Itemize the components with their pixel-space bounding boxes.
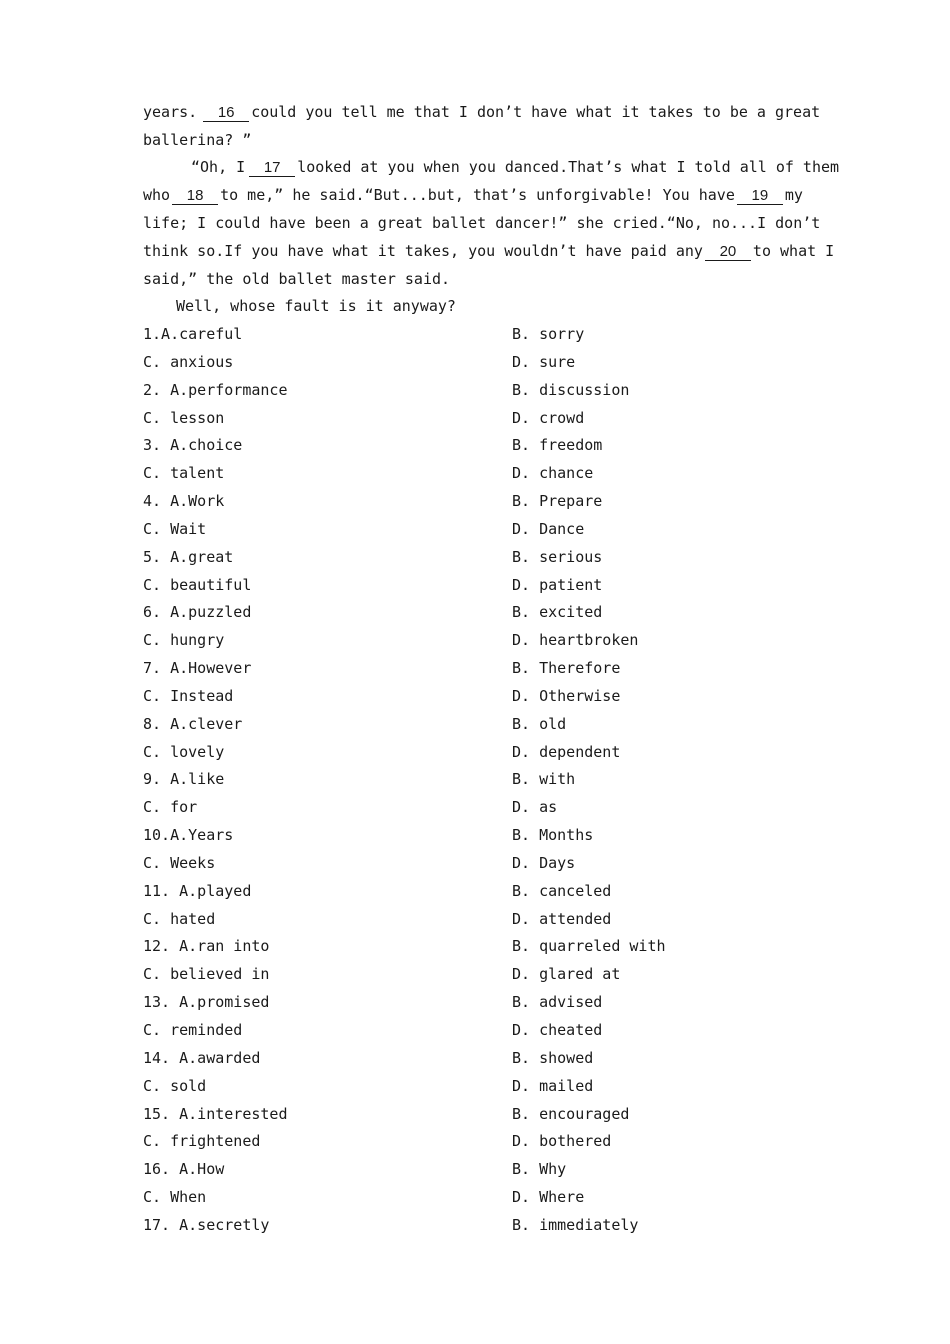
option-right: B. sorry xyxy=(512,325,585,343)
option-left: C. When xyxy=(143,1188,207,1207)
option-left: C. talent xyxy=(143,464,225,483)
option-left: C. hated xyxy=(143,909,216,928)
option-right: D. heartbroken xyxy=(512,631,639,650)
option-left: C. Instead xyxy=(143,686,234,705)
option-left: 1.A.careful xyxy=(143,325,243,343)
passage-line-4 xyxy=(143,185,813,205)
option-left: 8. A.clever xyxy=(143,714,243,733)
option-left: 12. A.ran into xyxy=(143,937,270,956)
option-right: D. Where xyxy=(512,1188,585,1207)
option-right: B. freedom xyxy=(512,436,603,455)
passage-text: my xyxy=(784,186,803,204)
option-left: 9. A.like xyxy=(143,770,225,789)
option-right: B. Therefore xyxy=(512,659,621,678)
option-left: 5. A.great xyxy=(143,547,234,566)
option-left: 14. A.awarded xyxy=(143,1048,261,1067)
passage-text: to me,” he said.“But...but, that’s unforgivable! You have xyxy=(220,186,735,204)
option-left: 15. A.interested xyxy=(143,1104,288,1123)
option-right: D. Otherwise xyxy=(512,686,621,705)
passage-text: said,” the old ballet master said. xyxy=(143,270,451,288)
option-left: 10.A.Years xyxy=(143,826,234,845)
option-left: 13. A.promised xyxy=(143,993,270,1012)
option-right: D. Days xyxy=(512,853,576,872)
option-left: C. Wait xyxy=(143,519,207,538)
option-right: D. cheated xyxy=(512,1021,603,1039)
option-left: 6. A.puzzled xyxy=(143,603,252,622)
option-left: C. sold xyxy=(143,1076,207,1095)
passage-text: life; I could have been a great ballet dancer!” she cried.“No, no...I don’t xyxy=(143,214,821,232)
passage-text: years. xyxy=(143,103,198,121)
blank-16: 16 xyxy=(203,105,249,122)
option-left: C. reminded xyxy=(143,1021,243,1039)
option-right: D. mailed xyxy=(512,1076,594,1095)
passage-line-6 xyxy=(143,241,835,261)
option-left: C. anxious xyxy=(143,352,234,371)
option-right: D. chance xyxy=(512,464,594,483)
option-left: 2. A.performance xyxy=(143,380,288,399)
option-right: B. discussion xyxy=(512,380,630,399)
option-right: D. as xyxy=(512,798,558,817)
option-left: C. hungry xyxy=(143,631,225,650)
option-right: B. old xyxy=(512,714,567,733)
passage-line-7 xyxy=(143,269,813,289)
passage-line-2 xyxy=(143,130,813,150)
option-right: B. serious xyxy=(512,547,603,566)
passage-text: Well, whose fault is it anyway? xyxy=(176,297,456,315)
option-left: 7. A.However xyxy=(143,659,252,678)
option-right: D. Dance xyxy=(512,519,585,538)
option-right: B. immediately xyxy=(512,1215,639,1234)
option-right: B. Months xyxy=(512,826,594,845)
option-right: B. Why xyxy=(512,1160,567,1179)
option-left: C. Weeks xyxy=(143,853,216,872)
passage-line-8 xyxy=(176,296,846,316)
passage-text: think so.If you have what it takes, you wouldn’t have paid any xyxy=(143,242,703,260)
option-left: C. beautiful xyxy=(143,575,252,594)
option-right: D. dependent xyxy=(512,742,621,761)
option-left: 16. A.How xyxy=(143,1160,225,1179)
blank-19: 19 xyxy=(737,188,783,205)
option-right: B. excited xyxy=(512,603,603,622)
option-right: B. advised xyxy=(512,993,603,1012)
passage-line-1 xyxy=(143,102,821,122)
option-right: B. showed xyxy=(512,1048,594,1067)
option-right: B. encouraged xyxy=(512,1104,630,1123)
passage-text: looked at you when you danced.That’s what I told all of them xyxy=(297,158,840,176)
blank-17: 17 xyxy=(249,160,295,177)
blank-20: 20 xyxy=(705,244,751,261)
option-right: B. quarreled with xyxy=(512,937,666,956)
option-left: C. frightened xyxy=(143,1132,261,1151)
option-left: C. lesson xyxy=(143,408,225,427)
option-right: D. sure xyxy=(512,352,576,371)
option-left: C. lovely xyxy=(143,742,225,761)
option-right: D. patient xyxy=(512,575,603,594)
option-right: D. attended xyxy=(512,909,612,928)
passage-text: who xyxy=(143,186,171,204)
option-left: 17. A.secretly xyxy=(143,1215,270,1234)
option-left: 11. A.played xyxy=(143,881,252,900)
option-right: B. Prepare xyxy=(512,492,603,511)
option-right: B. with xyxy=(512,770,576,789)
option-left: 3. A.choice xyxy=(143,436,243,455)
option-right: B. canceled xyxy=(512,881,612,900)
option-right: D. glared at xyxy=(512,965,621,984)
passage-text: “Oh, I xyxy=(191,158,246,176)
option-right: D. crowd xyxy=(512,408,585,427)
option-left: C. believed in xyxy=(143,965,270,984)
passage-line-3 xyxy=(191,157,861,177)
passage-text: ballerina? ” xyxy=(143,131,252,149)
passage-text: could you tell me that I don’t have what it takes to be a great xyxy=(251,103,821,121)
option-left: 4. A.Work xyxy=(143,492,225,511)
option-left: C. for xyxy=(143,798,198,817)
passage-text: to what I xyxy=(752,242,835,260)
option-right: D. bothered xyxy=(512,1132,612,1151)
blank-18: 18 xyxy=(172,188,218,205)
passage-line-5 xyxy=(143,213,821,233)
